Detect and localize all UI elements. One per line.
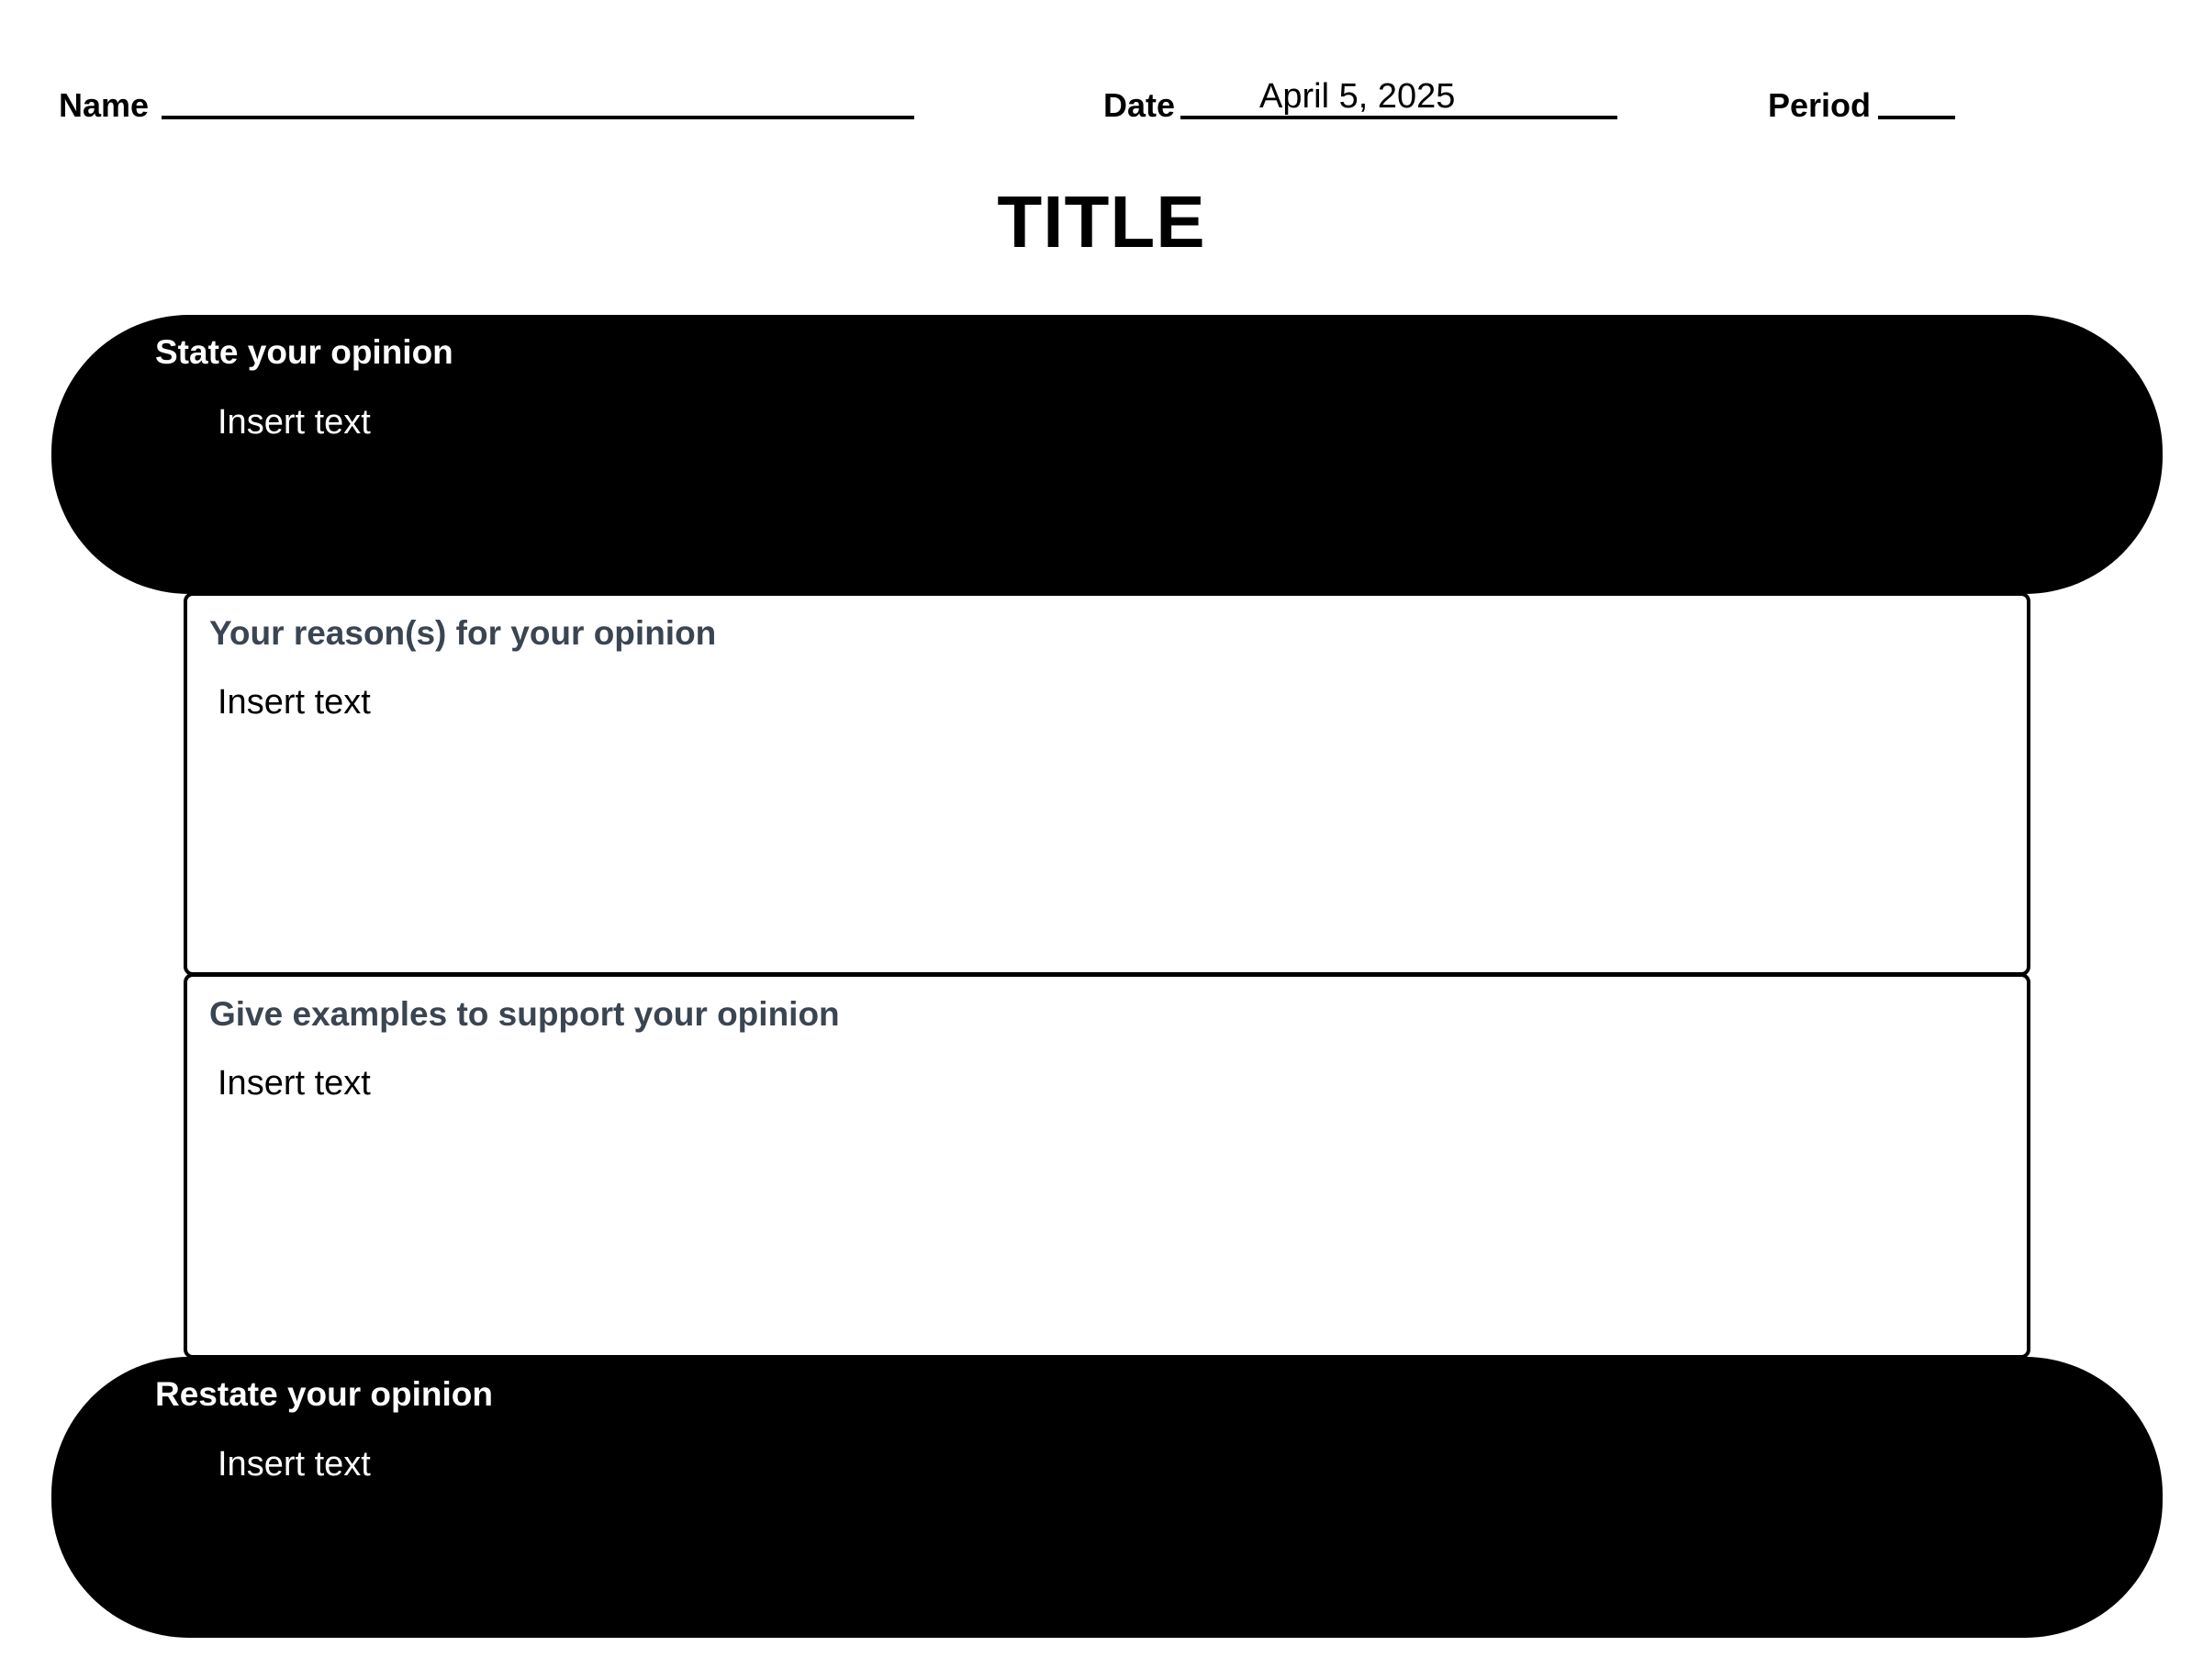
examples-section (184, 973, 2030, 1359)
date-label: Date (1103, 86, 1176, 124)
reasons-heading: Your reason(s) for your opinion (209, 614, 717, 652)
restate-heading: Restate your opinion (155, 1375, 493, 1413)
name-label: Name (59, 86, 150, 124)
page-title: TITLE (997, 181, 1206, 263)
restate-text[interactable]: Insert text (218, 1445, 371, 1484)
period-field (1768, 83, 1871, 129)
opinion-heading: State your opinion (155, 333, 453, 371)
opinion-section (51, 315, 2163, 594)
examples-heading: Give examples to support your opinion (209, 995, 840, 1033)
name-field (59, 83, 149, 129)
period-label: Period (1768, 86, 1872, 124)
opinion-text[interactable]: Insert text (218, 403, 371, 442)
reasons-section (184, 592, 2030, 976)
period-blank[interactable] (1878, 115, 1955, 119)
date-value[interactable]: April 5, 2025 (1259, 77, 1456, 116)
reasons-text[interactable]: Insert text (218, 683, 371, 722)
name-blank[interactable] (162, 115, 914, 119)
examples-text[interactable]: Insert text (218, 1064, 371, 1103)
date-field (1103, 83, 1175, 129)
restate-section (51, 1357, 2163, 1638)
